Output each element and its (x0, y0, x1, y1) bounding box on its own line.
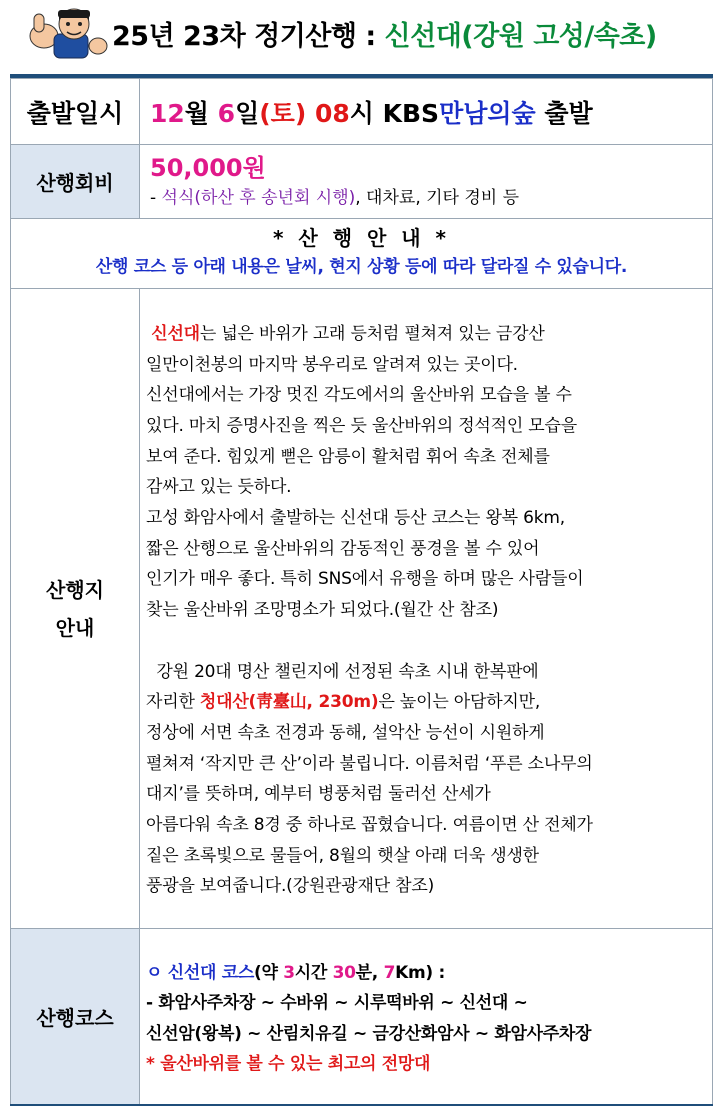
info-highlight-cheongdaesan: 청대산(靑臺山, 230m) (199, 692, 379, 713)
info-highlight-sinseondae: 신선대 (151, 323, 200, 344)
page-title (112, 14, 657, 53)
departure-month-unit: 월 (184, 98, 218, 128)
info-label-line2: 안내 (55, 615, 95, 640)
info-line: 찾는 울산바위 조망명소가 되었다.(월간 산 참조) (146, 600, 499, 621)
info-line: 일만이천봉의 마지막 봉우리로 알려져 있는 곳이다. (146, 354, 518, 375)
departure-time: 08 (314, 98, 350, 128)
info-blank-line (146, 626, 706, 657)
info-line (146, 687, 706, 718)
title-destination: 신선대(강원 고성/속초) (384, 21, 657, 52)
guide-note: 산행 코스 등 아래 내용은 날씨, 현지 상황 등에 따라 달라질 수 있습니다. (95, 256, 628, 277)
info-line: 신선대에서는 가장 멋진 각도에서의 울산바위 모습을 볼 수 (146, 385, 572, 406)
guide-cell (11, 219, 713, 289)
info-line: 인기가 매우 좋다. 특히 SNS에서 유행을 하며 많은 사람들이 (146, 569, 584, 590)
fee-detail-highlight: 석식(하산 후 송년회 시행) (161, 187, 356, 208)
info-line (146, 319, 706, 350)
fee-detail-prefix: - (150, 187, 162, 208)
info-line-text: 자리한 (146, 692, 200, 713)
departure-time-unit: 시 KBS (349, 98, 440, 128)
info-line: 대지’를 뜻하며, 예부터 병풍처럼 둘러선 산세가 (146, 784, 491, 805)
course-bullet: ㅇ (146, 962, 168, 983)
title-prefix: 25년 23차 정기산행 : (112, 21, 385, 52)
weekday-open: ( (259, 98, 271, 128)
departure-place: 만남의숲 (439, 98, 536, 128)
weekday-close: ) (294, 98, 307, 128)
info-line: 있다. 마치 증명사진을 찍은 듯 울산바위의 정석적인 모습을 (146, 415, 577, 436)
course-title (146, 958, 706, 989)
info-line: 정상에 서면 속초 전경과 동해, 설악산 능선이 시원하게 (146, 722, 545, 743)
info-row (11, 289, 713, 929)
course-km-unit: Km) : (395, 962, 445, 983)
course-hours-unit: 시간 (294, 962, 333, 983)
info-line: 짙은 초록빛으로 물들어, 8월의 햇살 아래 더욱 생생한 (146, 845, 539, 866)
info-body (140, 289, 713, 929)
info-line: 펼쳐져 ‘작지만 큰 산’이라 불립니다. 이름처럼 ‘푸른 소나무의 (146, 753, 593, 774)
info-line-text: 는 넓은 바위가 고래 등처럼 펼쳐져 있는 금강산 (199, 323, 545, 344)
course-minutes: 30 (332, 962, 356, 983)
course-name: 신선대 코스 (167, 962, 254, 983)
course-row (11, 929, 713, 1105)
departure-day-unit: 일 (235, 98, 260, 128)
course-km: 7 (383, 962, 396, 983)
info-line: 고성 화암사에서 출발하는 신선대 등산 코스는 왕복 6km, (146, 508, 565, 529)
course-route-line: 신선암(왕복) ~ 산림치유길 ~ 금강산화암사 ~ 화암사주차장 (146, 1023, 592, 1044)
course-highlight: * 울산바위를 볼 수 있는 최고의 전망대 (146, 1054, 431, 1074)
fee-label: 산행회비 (11, 145, 140, 219)
departure-value (140, 79, 713, 145)
fee-row (11, 145, 713, 219)
info-line: 감싸고 있는 듯하다. (146, 477, 292, 498)
info-line-text: 은 높이는 아담하지만, (378, 692, 541, 713)
guide-row (11, 219, 713, 289)
page-header (0, 0, 723, 70)
course-route-line: - 화암사주차장 ~ 수바위 ~ 시루떡바위 ~ 신선대 ~ (146, 993, 528, 1013)
course-paren-open: (약 (253, 962, 284, 983)
info-line: 아름다워 속초 8경 중 하나로 꼽혔습니다. 여름이면 산 전체가 (146, 815, 593, 836)
fee-amount: 50,000원 (150, 153, 266, 182)
course-label: 산행코스 (11, 929, 140, 1105)
info-line: 짧은 산행으로 울산바위의 감동적인 풍경을 볼 수 있어 (146, 538, 540, 559)
info-line (146, 657, 706, 688)
fee-value (140, 145, 713, 219)
course-minutes-unit: 분, (355, 962, 384, 983)
trip-info-table (10, 78, 713, 1105)
bottom-divider (10, 1104, 713, 1106)
thumbs-up-mascot-icon (22, 6, 108, 62)
departure-row (11, 79, 713, 145)
course-body (140, 929, 713, 1105)
course-hours: 3 (283, 962, 295, 983)
info-label-line1: 산행지 (46, 577, 104, 602)
info-label (11, 289, 140, 929)
guide-heading: * 산 행 안 내 * (272, 225, 450, 250)
departure-suffix: 출발 (535, 98, 593, 128)
departure-weekday: 토 (270, 98, 295, 128)
info-line: 풍광을 보여줍니다.(강원관광재단 참조) (146, 876, 435, 897)
departure-label: 출발일시 (11, 79, 140, 145)
departure-day: 6 (217, 98, 236, 128)
info-line: 보여 준다. 힘있게 뻗은 암릉이 활처럼 휘어 속초 전체를 (146, 446, 550, 467)
fee-detail-rest: , 대차료, 기타 경비 등 (355, 187, 520, 208)
departure-month: 12 (150, 98, 185, 128)
fee-detail (150, 184, 712, 212)
info-line-text: 강원 20대 명산 챌린지에 선정된 속초 시내 한복판에 (156, 661, 539, 682)
